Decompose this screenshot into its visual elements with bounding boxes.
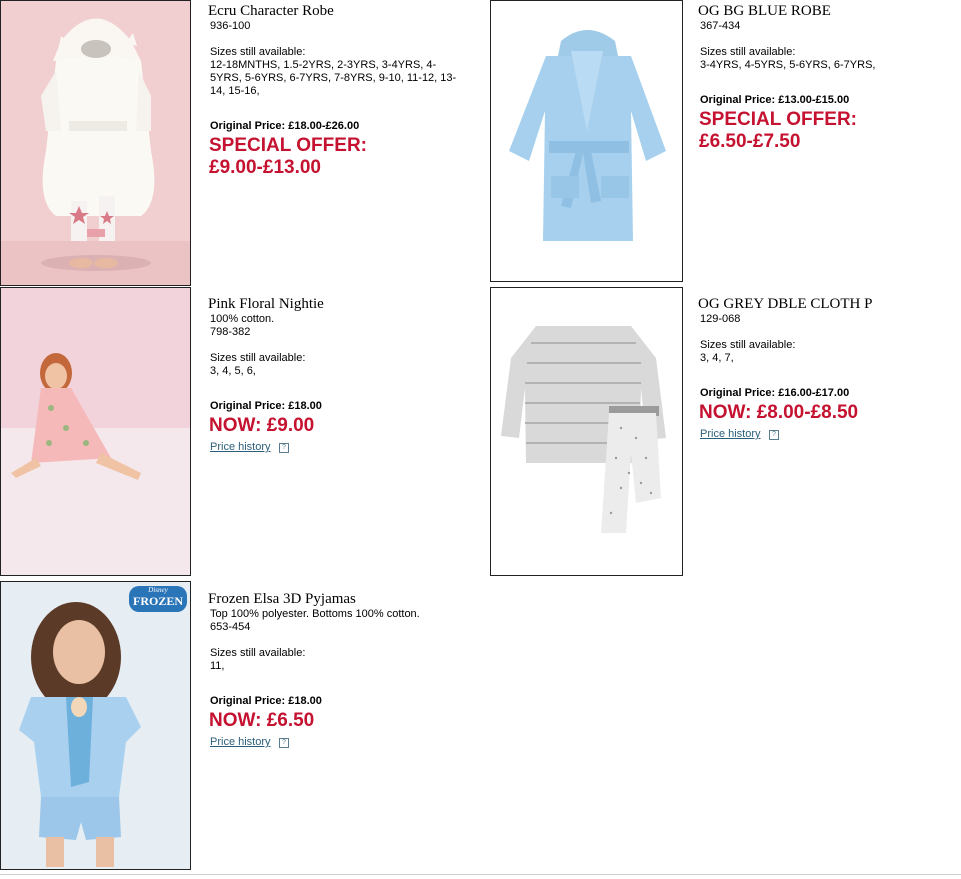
product-title[interactable]: Pink Floral Nightie xyxy=(208,296,324,312)
product-code: 653-454 xyxy=(210,621,251,633)
product-info-frozen-pyjamas xyxy=(208,591,478,750)
sizes-list: 12-18MNTHS, 1.5-2YRS, 2-3YRS, 3-4YRS, 4-5YRS, 5-6YRS, 6-7YRS, 7-8YRS, 9-10, 11-12, 13-14, 15-16, xyxy=(210,59,457,97)
sizes-label: Sizes still available: xyxy=(210,647,306,659)
product-image-ecru-robe[interactable] xyxy=(0,0,191,286)
special-offer-label: SPECIAL OFFER: xyxy=(209,135,367,156)
product-image-blue-robe[interactable] xyxy=(490,0,683,282)
product-image-grey-pyjamas[interactable] xyxy=(490,287,683,576)
price-history-link[interactable]: Price history xyxy=(210,736,271,748)
ecru-robe-illustration xyxy=(1,1,191,286)
badge-frozen: FROZEN xyxy=(132,594,183,608)
product-image-pink-nightie[interactable] xyxy=(0,287,191,576)
original-price: Original Price: £18.00 xyxy=(210,400,322,412)
price-history-link[interactable]: Price history xyxy=(700,428,761,440)
product-info-grey-pyjamas xyxy=(698,296,961,442)
now-price: NOW: £8.00-£8.50 xyxy=(699,402,859,423)
sizes-list: 3-4YRS, 4-5YRS, 5-6YRS, 6-7YRS, xyxy=(700,59,876,71)
original-price: Original Price: £13.00-£15.00 xyxy=(700,94,850,106)
product-title[interactable]: Frozen Elsa 3D Pyjamas xyxy=(208,591,356,607)
product-title[interactable]: OG GREY DBLE CLOTH P xyxy=(698,296,873,312)
pink-nightie-illustration xyxy=(1,288,191,576)
now-price: NOW: £6.50 xyxy=(209,710,315,731)
sizes-list: 11, xyxy=(210,660,225,672)
product-info-pink-nightie xyxy=(208,296,478,455)
help-icon[interactable]: ? xyxy=(279,738,289,748)
price-history-link[interactable]: Price history xyxy=(210,441,271,453)
sizes-label: Sizes still available: xyxy=(700,339,796,351)
sizes-list: 3, 4, 5, 6, xyxy=(210,365,256,377)
sizes-list: 3, 4, 7, xyxy=(700,352,734,364)
product-card-grey-pyjamas xyxy=(490,287,961,577)
product-image-frozen-pyjamas[interactable] xyxy=(0,581,191,870)
product-title[interactable]: Ecru Character Robe xyxy=(208,3,334,19)
sizes-label: Sizes still available: xyxy=(210,352,306,364)
product-code: 129-068 xyxy=(700,313,741,325)
original-price: Original Price: £16.00-£17.00 xyxy=(700,387,850,399)
sizes-label: Sizes still available: xyxy=(210,46,306,58)
product-title[interactable]: OG BG BLUE ROBE xyxy=(698,3,831,19)
product-material: Top 100% polyester. Bottoms 100% cotton. xyxy=(210,608,420,620)
sizes-label: Sizes still available: xyxy=(700,46,796,58)
now-price: NOW: £9.00 xyxy=(209,415,315,436)
page-bottom-divider xyxy=(0,874,961,875)
product-info-blue-robe xyxy=(698,3,961,153)
help-icon[interactable]: ? xyxy=(279,443,289,453)
product-card-ecru-robe xyxy=(0,0,480,287)
product-code: 798-382 xyxy=(210,326,251,338)
blue-robe-illustration xyxy=(491,1,683,282)
special-offer-price: £9.00-£13.00 xyxy=(209,157,321,178)
frozen-pyjamas-illustration xyxy=(1,582,191,870)
special-offer-label: SPECIAL OFFER: xyxy=(699,109,857,130)
product-material: 100% cotton. xyxy=(210,313,275,325)
original-price: Original Price: £18.00-£26.00 xyxy=(210,120,360,132)
product-card-blue-robe xyxy=(490,0,961,287)
badge-disney: Disney xyxy=(148,586,168,594)
frozen-logo-badge xyxy=(129,586,187,612)
product-card-pink-nightie xyxy=(0,287,480,577)
product-card-frozen-pyjamas xyxy=(0,581,480,871)
grey-pyjamas-illustration xyxy=(491,288,683,576)
help-icon[interactable]: ? xyxy=(769,430,779,440)
product-info-ecru-robe xyxy=(208,3,478,179)
product-code: 936-100 xyxy=(210,20,251,32)
original-price: Original Price: £18.00 xyxy=(210,695,322,707)
special-offer-price: £6.50-£7.50 xyxy=(699,131,801,152)
product-code: 367-434 xyxy=(700,20,741,32)
